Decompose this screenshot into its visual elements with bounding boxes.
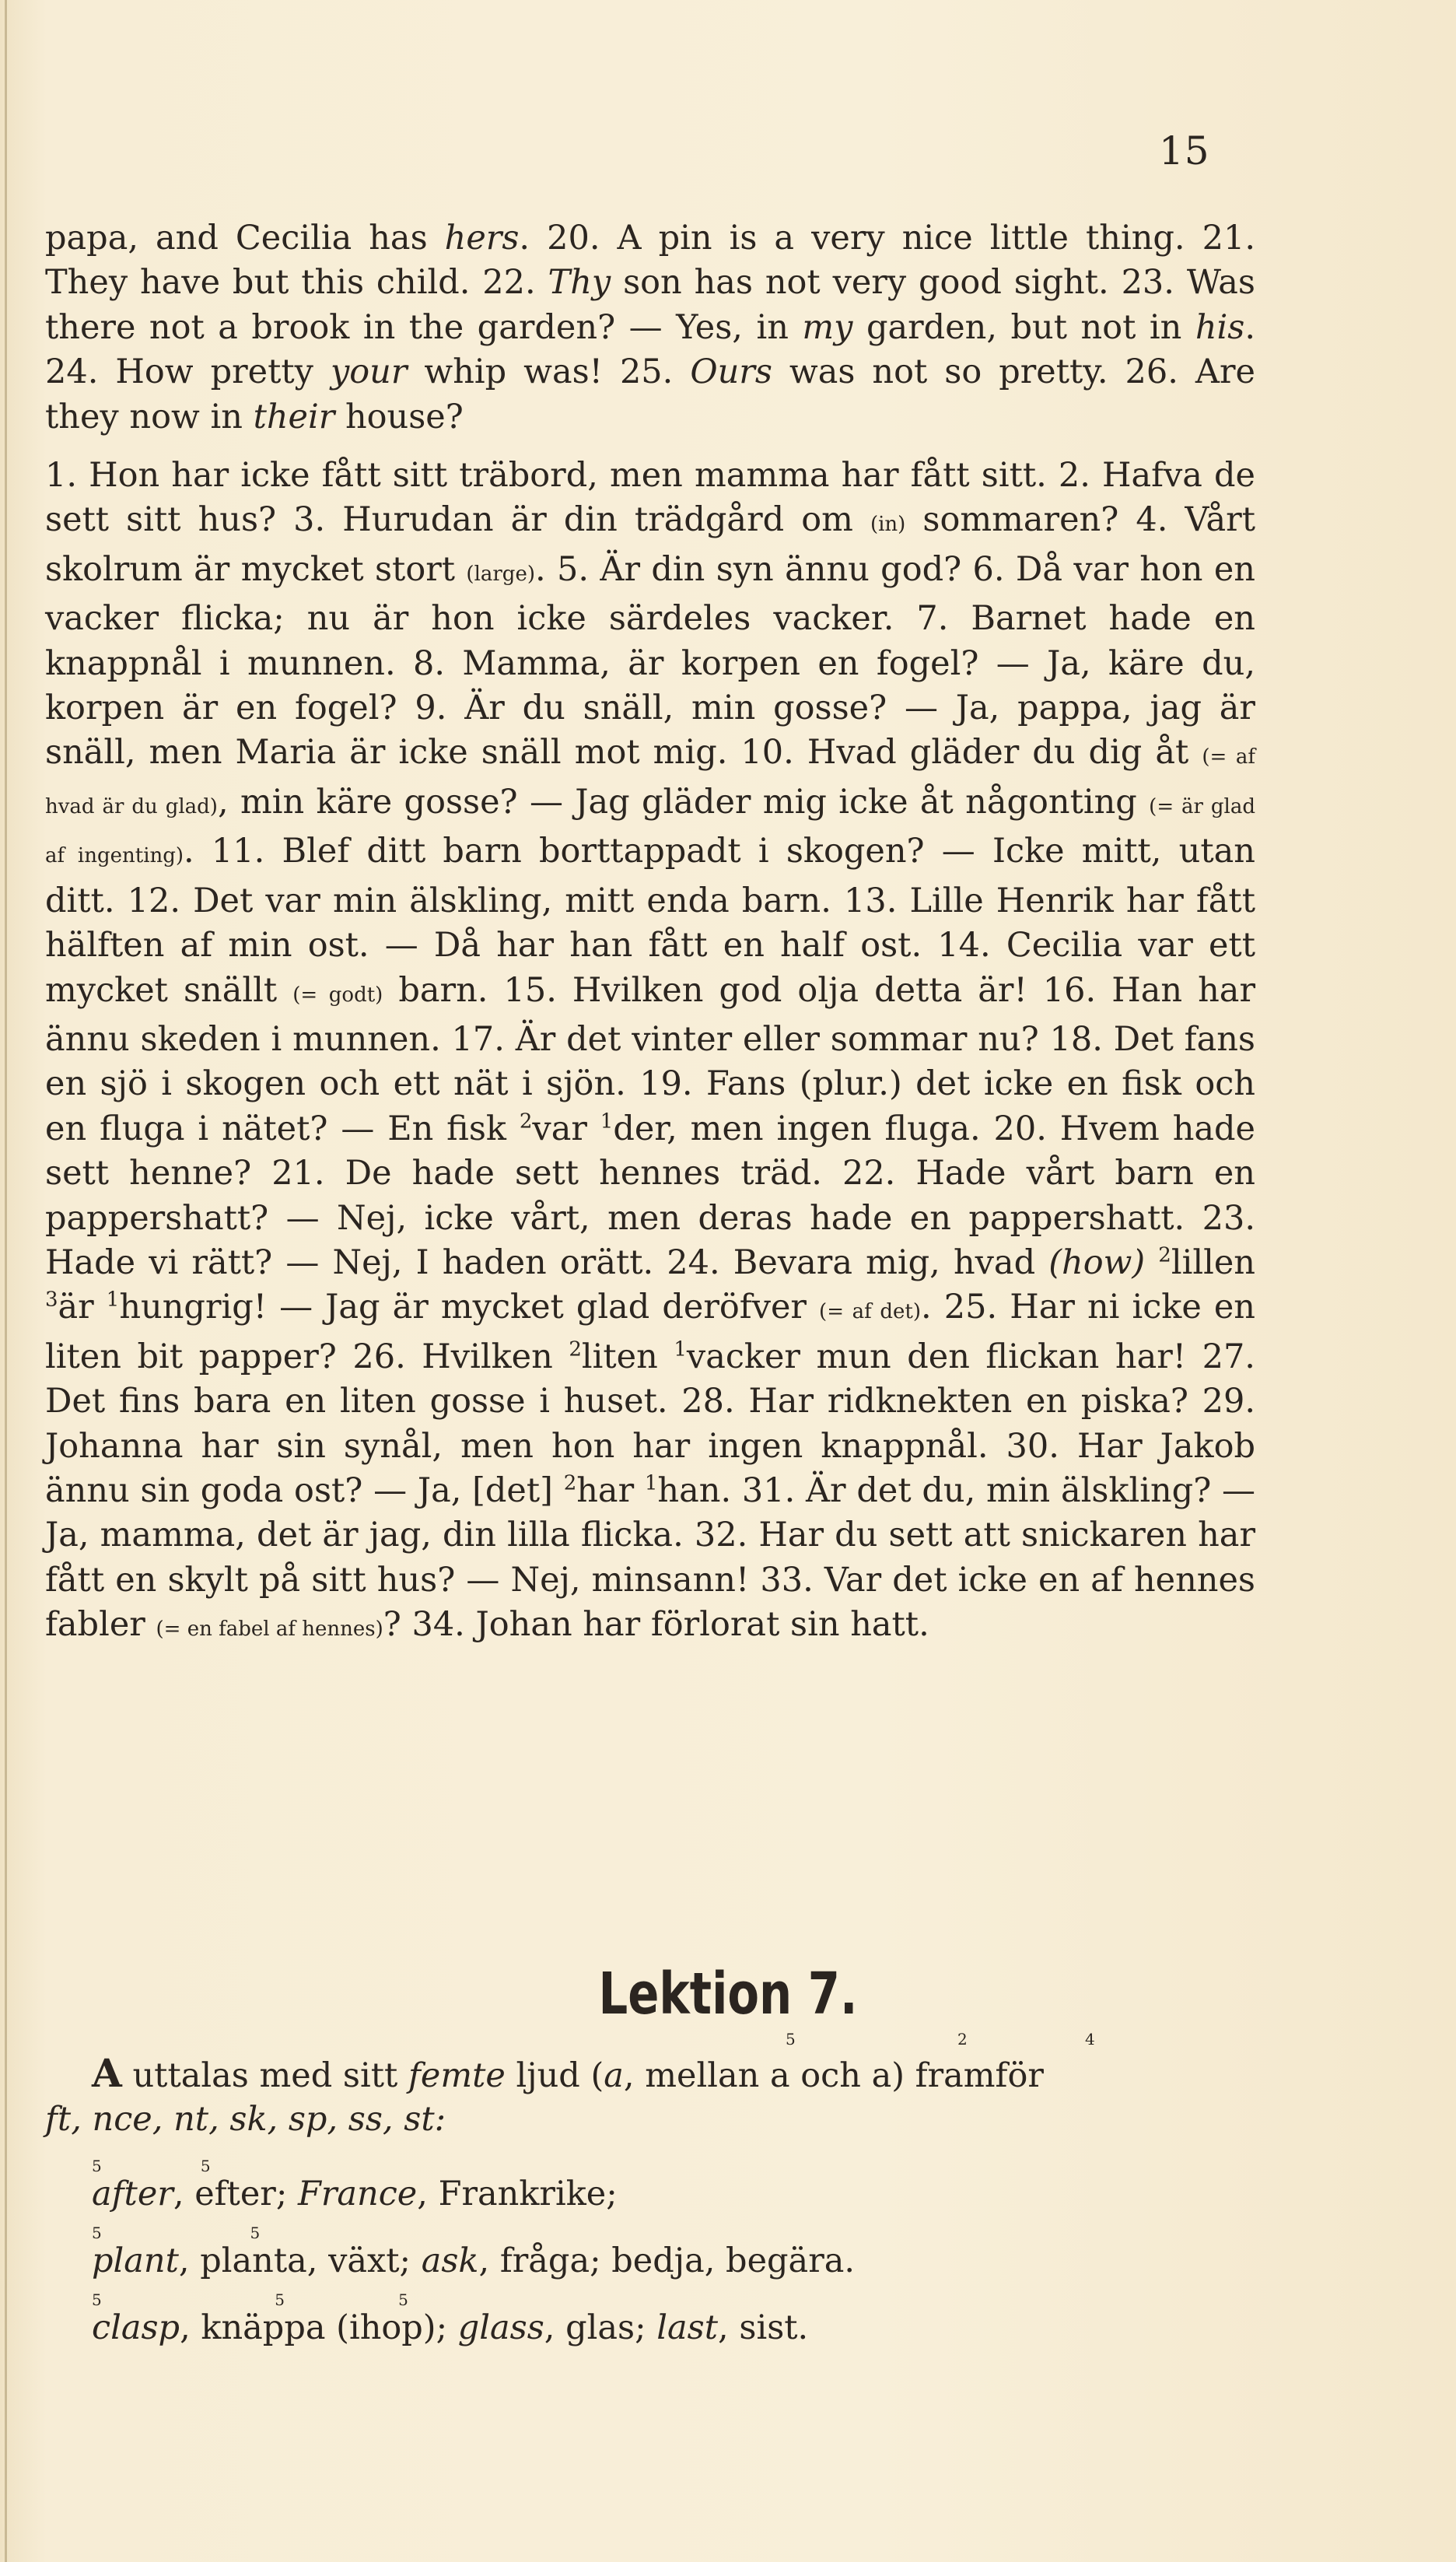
swedish-exercise: 1. Hon har icke fått sitt träbord, men mamma har fått sitt. 2. Hafva de sett sitt hus? 3. Hurudan är din trädgård om (in) sommaren? 4. Vårt skolrum är mycket stort (large). 5. Är din syn ännu god? 6. Då var hon en vacker flicka; nu är hon icke särdeles vacker. 7. Barnet hade en knappnål i munnen. 8. Mamma, är korpen en fogel? — Ja, käre du, korpen är en fogel? 9. Är du snäll, min gosse? — Ja, pappa, jag är snäll, men Maria är icke snäll mot mig. 10. Hvad gläder du dig åt (= af hvad är du glad), min käre gosse? — Jag gläder mig icke åt någonting (= är glad af ingenting). 11. Blef ditt barn borttappadt i skogen? — Icke mitt, utan ditt. 12. Det var min älskling, mitt enda barn. 13. Lille Henrik har fått hälften af min ost. — Då har han fått en half ost. 14. Cecilia var ett mycket snällt (= godt) barn. 15. Hvilken god olja detta är! 16. Han har ännu skeden i munnen. 17. Är det vinter eller sommar nu? 18. Det fans en sjö i skogen och ett nät i sjön. 19. Fans (plur.) det icke en fisk och en fluga i nätet? — En fisk $^2$var $^1$der, men ingen fluga. 20. Hvem hade sett henne? 21. De hade sett hennes träd. 22. Hade vårt barn en pappershatt? — Nej, icke vårt, men deras hade en pappershatt. 23. Hade vi rätt? — Nej, I haden orätt. 24. Bevara mig, hvad (how) $^2$lillen $^3$är $^1$hungrig! — Jag är mycket glad deröfver (= af det). 25. Har ni icke en liten bit papper? 26. Hvilken $^2$liten $^1$vacker mun den flickan har! 27. Det fins bara en liten gosse i huset. 28. Har ridknekten en piska? 29. Johanna har sin synål, men hon har ingen knappnål. 30. Har Jakob ännu sin goda ost? — Ja, [det] $^2$har $^1$han. 31. Är det du, min älskling? — Ja, mamma, det är jag, din lilla flicka. 32. Har du sett att snickaren har fått en skylt på sitt hus? — Nej, minsann! 33. Var det icke en af hennes fabler (= en fabel af hennes)? 34. Johan har förlorat sin hatt. [45, 456, 1256, 1645]
example-line: 5 5 after, efter; France, Frankrike; [92, 2156, 618, 2213]
example-line: 5 5 plant, planta, växt; ask, fråga; bedja, begära. [92, 2223, 856, 2280]
example-word: glass [457, 2308, 544, 2347]
example-word: last [656, 2308, 719, 2347]
example-meaning: sist. [739, 2308, 809, 2347]
example-meaning: Frankrike; [438, 2174, 618, 2213]
example-word: plant [92, 2241, 179, 2280]
example-meaning: fråga; bedja, begära. [499, 2241, 856, 2280]
example-word: clasp [92, 2308, 180, 2347]
example-meaning: planta, växt; [200, 2241, 422, 2280]
lesson-heading: Lektion 7. [598, 1961, 858, 2028]
lesson-body [45, 2030, 1352, 2350]
example-word: after [92, 2174, 173, 2213]
example-meaning: knäppa (ihop); [201, 2308, 458, 2347]
example-line: 5 5 5 clasp, knäppa (ihop); glass, glas; last, sist. [92, 2290, 809, 2347]
vowel-mark: 4 [1085, 2030, 1095, 2049]
rule-endings: ft, nce, nt, sk, sp, ss, st: [45, 2100, 446, 2139]
example-meaning: efter; [194, 2174, 298, 2213]
exercise-text [45, 216, 1255, 1653]
example-word: ask [421, 2241, 479, 2280]
example-word: France [298, 2174, 418, 2213]
example-meaning: glas; [565, 2308, 657, 2347]
page-number: 15 [1159, 128, 1210, 173]
vowel-mark: 5 [786, 2030, 796, 2049]
page-edge-line [5, 0, 7, 2562]
english-exercise: papa, and Cecilia has hers. 20. A pin is a very nice little thing. 21. They have but this child. 22. Thy son has not very good sight. 23. Was there not a brook in the garden? — Yes, in my garden, but not in his. 24. How pretty your whip was! 25. Ours was not so pretty. 26. Are they now in their house? [45, 219, 1255, 436]
vowel-mark: 2 [957, 2030, 968, 2049]
pronunciation-rule: 5 2 4 A uttalas med sitt femte ljud (a, mellan a och a) framför [92, 2030, 1095, 2096]
